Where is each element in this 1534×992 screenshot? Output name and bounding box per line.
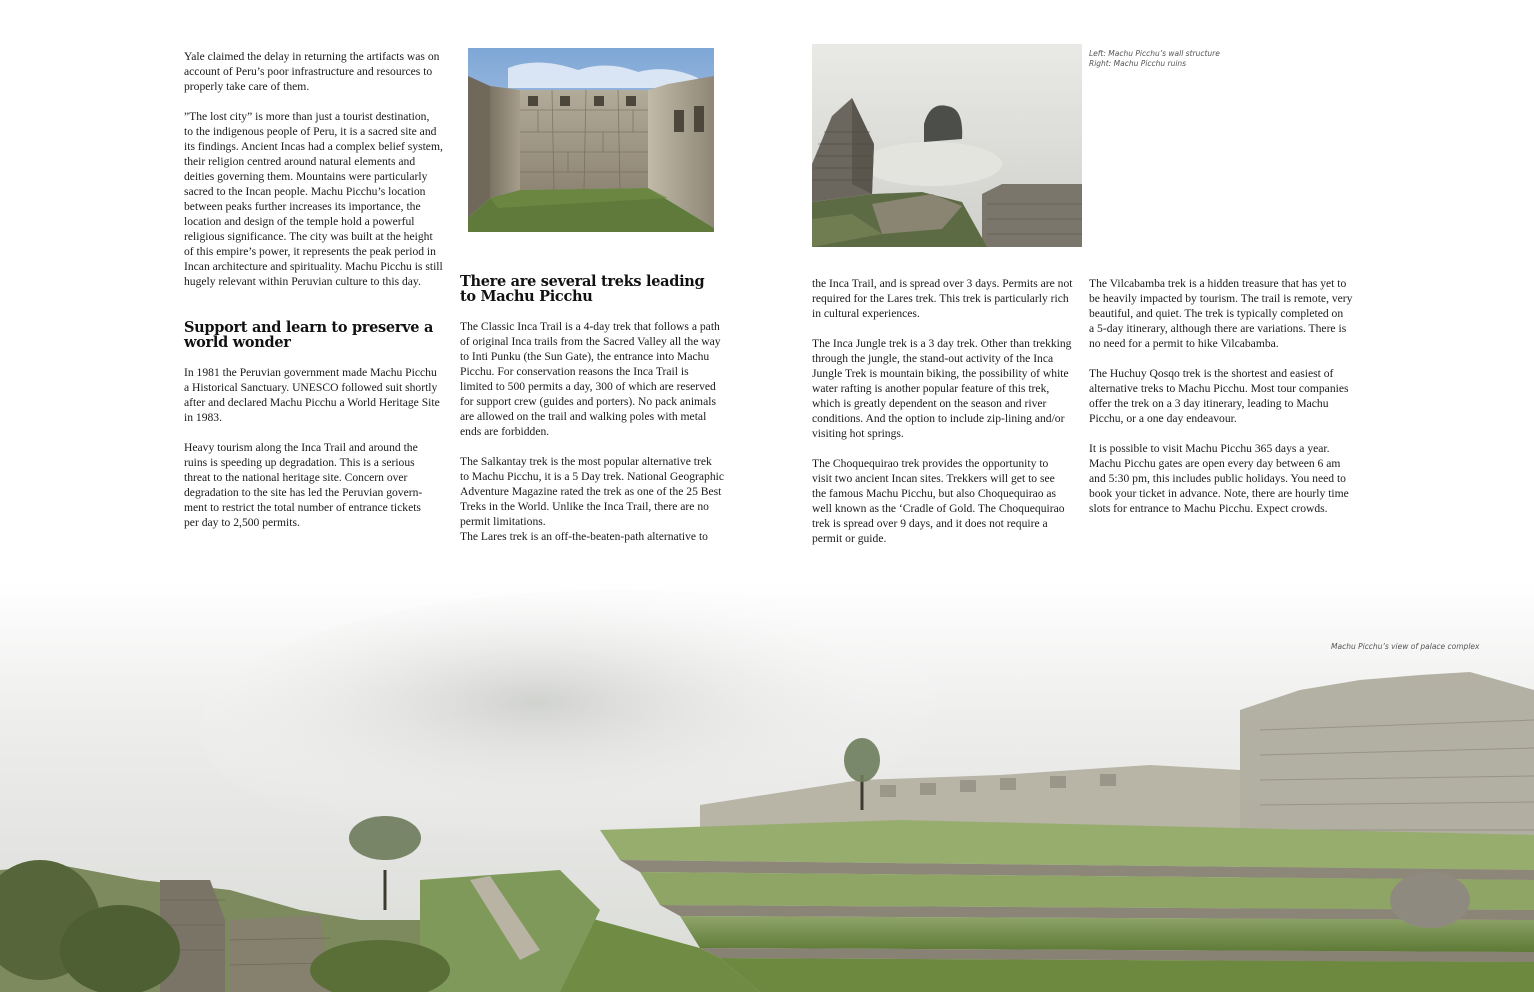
paragraph: It is possible to visit Machu Picchu 365 days a year. Machu Picchu gates are open every day between 6 am and 5:30 pm, this includes public holidays. You need to book your ticket in advance. Note, there are hourly time slots for entrance to Machu Picchu. Expect crowds. bbox=[1089, 442, 1349, 515]
wall-structure-photo bbox=[468, 48, 714, 232]
article-column-4 bbox=[1089, 276, 1359, 531]
article-column-3 bbox=[812, 276, 1082, 561]
paragraph: ”The lost city” is more than just a tourist destination, to the indigenous people of Peru, it is a sacred site and its findings. Ancient Incas had a complex belief system, their religion centred around natural elements and deities governing them. Mountains were particularly sacred to the Incan people. Machu Picchu’s location between peaks further increases its importance, the location and design of the temple hold a powerful religious significance. The city was built at the height of this empire’s power, it represents the peak period in Incan architecture and spirituality. Machu Picchu is still hugely relevant within Peruvian culture to this day. bbox=[184, 110, 443, 288]
panorama-caption: Machu Picchu’s view of palace complex bbox=[1331, 642, 1480, 651]
paragraph: the Inca Trail, and is spread over 3 days. Permits are not required for the Lares trek. This trek is particularly rich in cultural experiences. bbox=[812, 277, 1073, 320]
paragraph: Heavy tourism along the Inca Trail and around the ruins is speeding up degradation. This is a serious threat to the national heritage site. Concern over degradation to the site has led the Peruvian govern- ment to restrict the total number of entrance tickets per day to 2,500 permits. bbox=[184, 441, 423, 529]
paragraph: The Lares trek is an off-the-beaten-path alternative to bbox=[460, 530, 708, 543]
section-heading: There are several treks leading to Machu Picchu bbox=[460, 273, 705, 305]
paragraph: The Huchuy Qosqo trek is the shortest and easiest of alternative treks to Machu Picchu. Most tour companies offer the trek on a 3 day itinerary, leading to Machu Picchu, or a one day endeavour. bbox=[1089, 367, 1349, 425]
paragraph: In 1981 the Peruvian government made Machu Picchu a Historical Sanctuary. UNESCO followed suit shortly after and declared Machu Picchu a World Heritage Site in 1983. bbox=[184, 366, 440, 424]
paragraph: The Vilcabamba trek is a hidden treasure that has yet to be heavily impacted by tourism. The trail is remote, very beautiful, and quiet. The trek is typically completed on a 5-day itinerary, although there are variations. There is no need for a permit to hike Vilcabamba. bbox=[1089, 277, 1353, 350]
paragraph: The Salkantay trek is the most popular alternative trek to Machu Picchu, it is a 5 Day trek. National Geographic Adventure Magazine rated the trek as one of the 25 Best Treks in the World. Unlike the Inca Trail, there are no permit limitations. bbox=[460, 455, 725, 528]
section-heading: Support and learn to preserve a world wonder bbox=[184, 319, 434, 351]
paragraph: The Choquequirao trek provides the opportunity to visit two ancient Incan sites. Trekkers will get to see the famous Machu Picchu, but also Choquequirao as well known as the ‘Cradle of Gold. The Choquequirao trek is spread over 9 days, and it does not require a permit or guide. bbox=[812, 457, 1065, 545]
paragraph: Yale claimed the delay in returning the artifacts was on account of Peru’s poor infrastructure and resources to properly take care of them. bbox=[184, 50, 440, 93]
palace-complex-panorama bbox=[0, 580, 1534, 992]
article-column-1 bbox=[184, 49, 454, 545]
article-column-2 bbox=[460, 274, 725, 559]
paragraph: The Inca Jungle trek is a 3 day trek. Other than trekking through the jungle, the stand-out activity of the Inca Jungle Trek is mountain biking, the possibility of white water rafting is another popular feature of this trek, which is greatly dependent on the season and river conditions. And the option to include zip-lining and/or visiting hot springs. bbox=[812, 337, 1072, 440]
machu-picchu-ruins-photo bbox=[812, 44, 1082, 247]
paragraph: The Classic Inca Trail is a 4-day trek that follows a path of original Inca trails from the Sacred Valley all the way to Inti Punku (the Sun Gate), the entrance into Machu Picchu. For conservation reasons the Inca Trail is limited to 500 permits a day, 300 of which are reserved for support crew (guides and porters). No pack animals are allowed on the trail and walking poles with metal ends are forbidden. bbox=[460, 320, 721, 438]
photo-caption: Left: Machu Picchu’s wall structure Right: Machu Picchu ruins bbox=[1089, 49, 1220, 68]
